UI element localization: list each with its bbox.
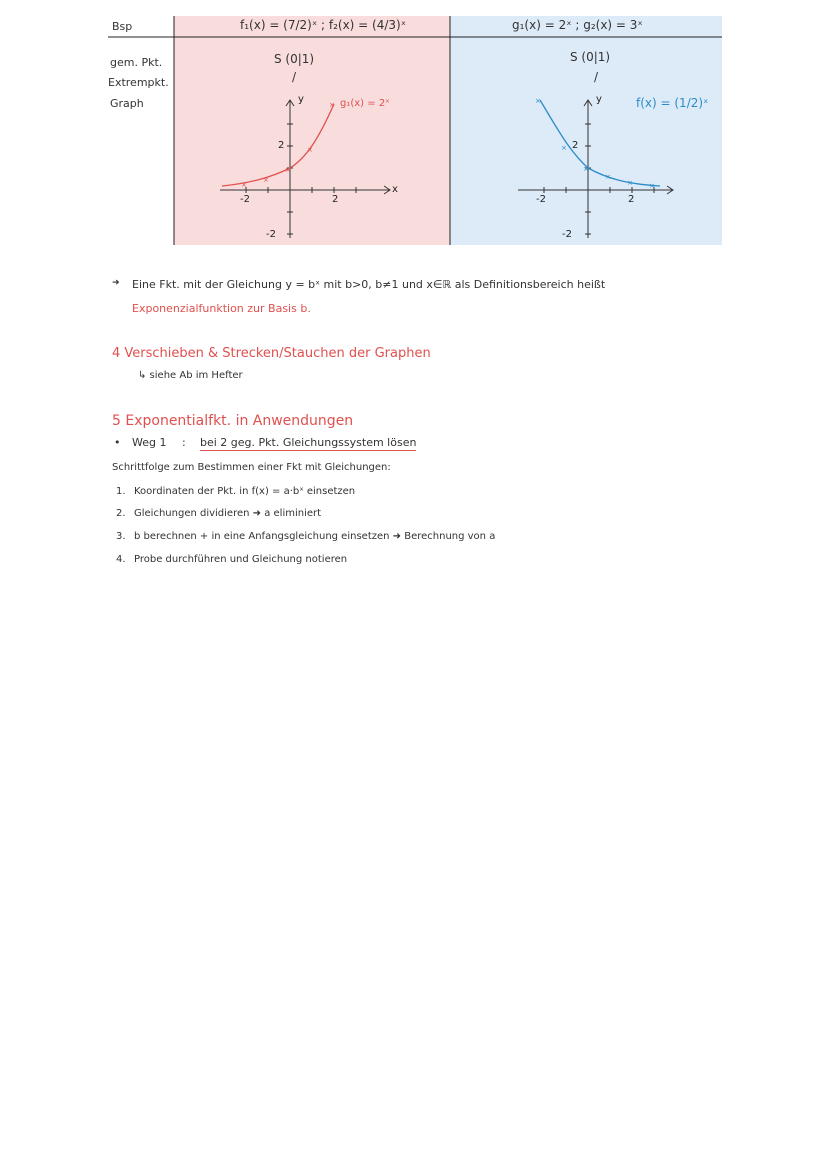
section-5-title: 5 Exponentialfkt. in Anwendungen — [112, 413, 354, 429]
right-common-point: S (0|1) — [570, 50, 611, 64]
left-graph-label: g₁(x) = 2ˣ — [340, 98, 390, 109]
table-header-label: Bsp — [112, 20, 133, 33]
svg-text:×: × — [329, 101, 335, 109]
weg-text: bei 2 geg. Pkt. Gleichungssystem lösen — [200, 436, 417, 449]
right-header: g₁(x) = 2ˣ ; g₂(x) = 3ˣ — [512, 18, 643, 32]
right-axis-y-label: y — [596, 94, 602, 105]
svg-text:×: × — [583, 165, 589, 173]
right-tick-x-neg: -2 — [536, 194, 546, 205]
right-graph — [508, 90, 678, 245]
left-graph — [210, 90, 400, 245]
section-4-title: 4 Verschieben & Strecken/Stauchen der Graphen — [112, 346, 431, 361]
svg-text:×: × — [627, 179, 633, 187]
step-4-text: Probe durchführen und Gleichung notieren — [134, 554, 348, 565]
weg-separator: : — [182, 436, 186, 449]
svg-text:×: × — [241, 181, 247, 189]
step-2-text: Gleichungen dividieren ➜ a eliminiert — [134, 508, 322, 519]
row-label-extremum: Extrempkt. — [108, 76, 169, 89]
table-lines — [0, 0, 828, 260]
step-2-num: 2. — [116, 508, 126, 519]
left-tick-y-pos: 2 — [278, 140, 285, 151]
right-tick-y-neg: -2 — [562, 229, 572, 240]
svg-text:×: × — [307, 146, 313, 154]
svg-text:×: × — [649, 182, 655, 190]
right-graph-label: f(x) = (1/2)ˣ — [636, 96, 709, 110]
row-label-graph: Graph — [110, 97, 144, 110]
row-label-common-point: gem. Pkt. — [110, 56, 163, 69]
left-extremum: / — [292, 70, 297, 84]
svg-text:×: × — [285, 166, 291, 174]
section-4-sub: ↳ siehe Ab im Hefter — [138, 370, 243, 381]
svg-text:×: × — [263, 176, 269, 184]
left-tick-x-neg: -2 — [240, 194, 250, 205]
step-1-num: 1. — [116, 486, 126, 497]
left-tick-x-pos: 2 — [332, 194, 339, 205]
left-tick-y-neg: -2 — [266, 229, 276, 240]
left-common-point: S (0|1) — [274, 52, 315, 66]
step-4-num: 4. — [116, 554, 126, 565]
svg-text:×: × — [605, 173, 611, 181]
svg-text:×: × — [561, 144, 567, 152]
definition-line-2: Exponenzialfunktion zur Basis b. — [132, 302, 311, 315]
left-header: f₁(x) = (7/2)ˣ ; f₂(x) = (4/3)ˣ — [240, 18, 407, 32]
steps-title: Schrittfolge zum Bestimmen einer Fkt mit Gleichungen: — [112, 462, 391, 473]
weg-label: Weg 1 — [132, 436, 167, 449]
svg-text:×: × — [535, 97, 541, 105]
right-tick-y-pos: 2 — [572, 140, 579, 151]
step-3-num: 3. — [116, 531, 126, 542]
step-3-text: b berechnen + in eine Anfangsgleichung einsetzen ➜ Berechnung von a — [134, 531, 496, 542]
step-1-text: Koordinaten der Pkt. in f(x) = a·bˣ einsetzen — [134, 486, 356, 497]
right-tick-x-pos: 2 — [628, 194, 635, 205]
definition-line-1: Eine Fkt. mit der Gleichung y = bˣ mit b>0, b≠1 und x∈ℝ als Definitionsbereich heißt — [132, 278, 606, 291]
weg-bullet: • — [114, 436, 121, 449]
left-axis-y-label: y — [298, 94, 304, 105]
definition-bullet: ➜ — [112, 278, 120, 288]
left-axis-x-label: x — [392, 184, 398, 195]
right-extremum: / — [594, 70, 599, 84]
